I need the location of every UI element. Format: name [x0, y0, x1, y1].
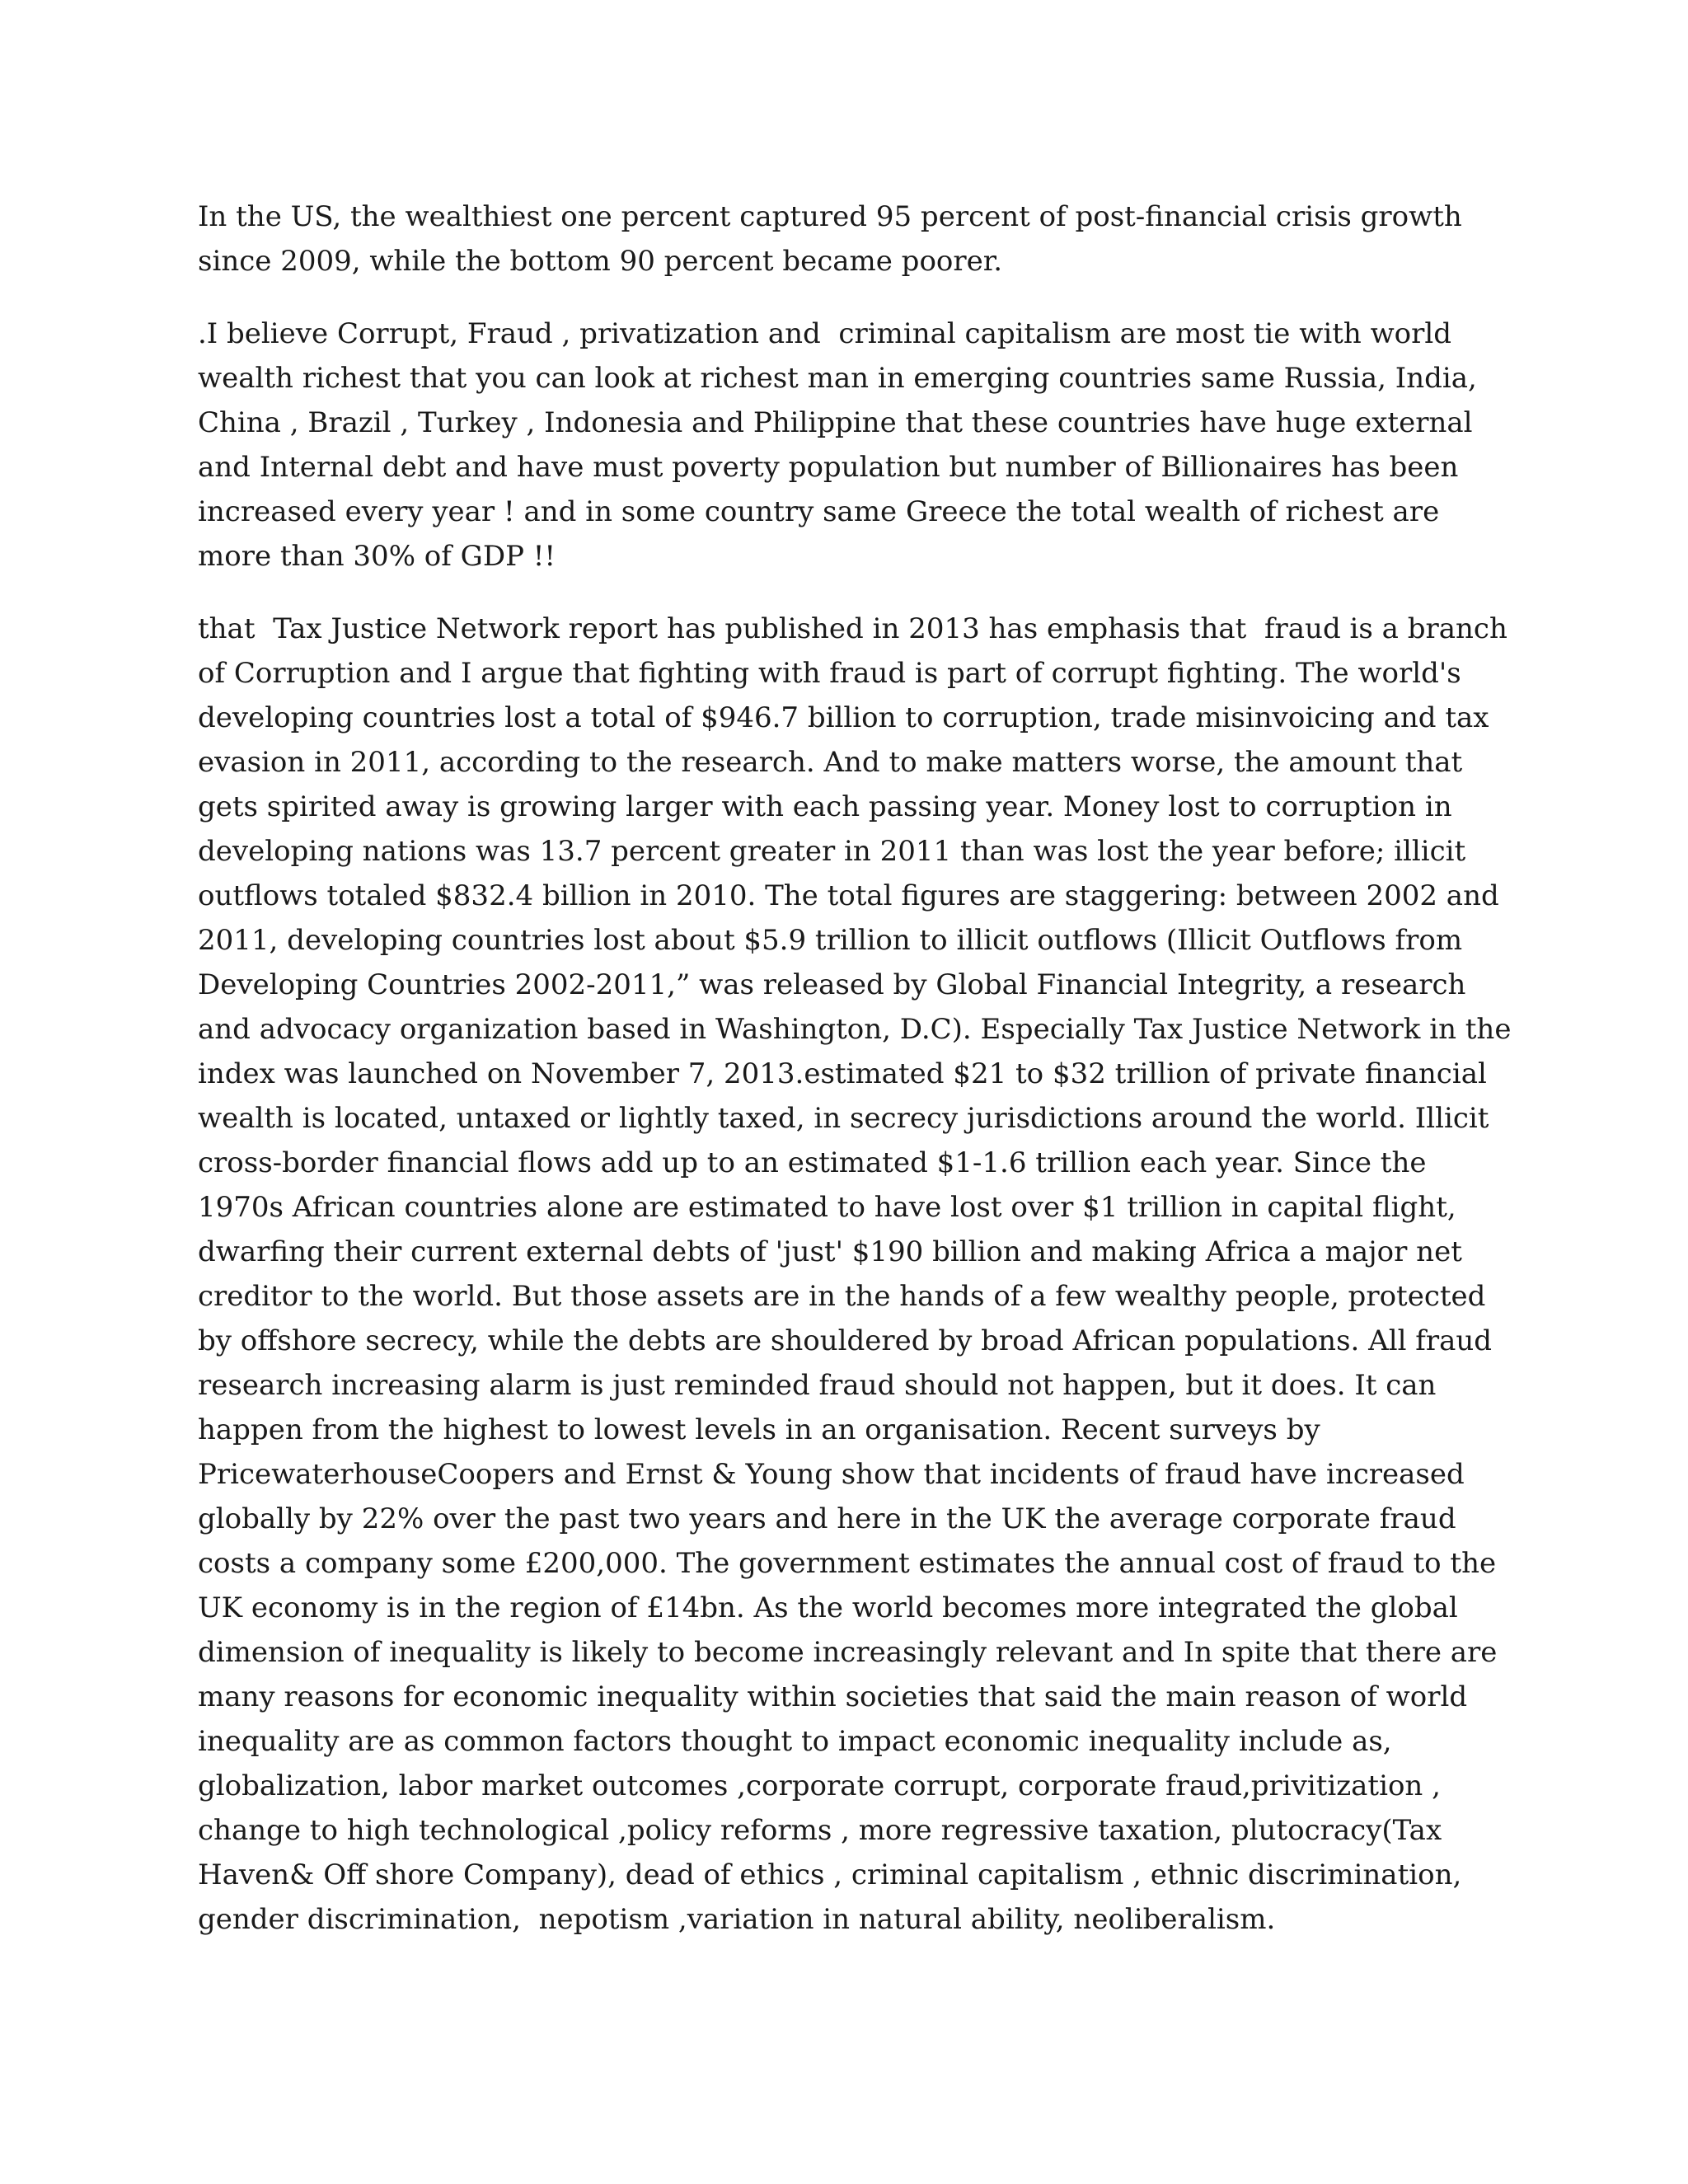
text-line: by offshore secrecy, while the debts are shouldered by broad African populations. All fraud [198, 1324, 1493, 1357]
text-line: evasion in 2011, according to the research. And to make matters worse, the amount that [198, 746, 1463, 779]
text-line: cross-border financial flows add up to an estimated $1-1.6 trillion each year. Since the [198, 1146, 1427, 1179]
text-line: happen from the highest to lowest levels in an organisation. Recent surveys by [198, 1413, 1320, 1446]
text-line: dwarfing their current external debts of 'just' $190 billion and making Africa a major net [198, 1235, 1462, 1268]
text-line: developing countries lost a total of $946.7 billion to corruption, trade misinvoicing and tax [198, 701, 1489, 734]
paragraph [198, 312, 1498, 579]
document-body [198, 194, 1512, 1970]
text-line: since 2009, while the bottom 90 percent became poorer. [198, 245, 1003, 278]
text-line: PricewaterhouseCoopers and Ernst & Young show that incidents of fraud have increased [198, 1458, 1465, 1491]
text-line: .I believe Corrupt, Fraud , privatization and criminal capitalism are most tie with world [198, 317, 1452, 350]
text-line: 1970s African countries alone are estimated to have lost over $1 trillion in capital flight, [198, 1191, 1456, 1224]
text-line: dimension of inequality is likely to become increasingly relevant and In spite that there are [198, 1636, 1498, 1669]
text-line: globalization, labor market outcomes ,corporate corrupt, corporate fraud,privitization , [198, 1769, 1441, 1802]
text-line: outflows totaled $832.4 billion in 2010. The total figures are staggering: between 2002 and [198, 879, 1499, 912]
text-line: research increasing alarm is just reminded fraud should not happen, but it does. It can [198, 1369, 1437, 1402]
text-line: change to high technological ,policy reforms , more regressive taxation, plutocracy(Tax [198, 1814, 1442, 1847]
text-line: increased every year ! and in some country same Greece the total wealth of richest are [198, 495, 1440, 528]
text-line: inequality are as common factors thought to impact economic inequality include as, [198, 1725, 1392, 1758]
text-line: index was launched on November 7, 2013.estimated $21 to $32 trillion of private financial [198, 1057, 1487, 1090]
text-line: of Corruption and I argue that fighting with fraud is part of corrupt fighting. The world's [198, 657, 1461, 690]
text-line: wealth richest that you can look at richest man in emerging countries same Russia, India, [198, 362, 1477, 395]
text-line: Haven& Off shore Company), dead of ethics , criminal capitalism , ethnic discrimination, [198, 1858, 1462, 1891]
text-line: and Internal debt and have must poverty population but number of Billionaires has been [198, 451, 1459, 484]
text-line: gets spirited away is growing larger with each passing year. Money lost to corruption in [198, 790, 1452, 823]
text-line: gender discrimination, nepotism ,variation in natural ability, neoliberalism. [198, 1903, 1276, 1936]
text-line: In the US, the wealthiest one percent captured 95 percent of post-financial crisis growth [198, 200, 1462, 233]
text-line: many reasons for economic inequality within societies that said the main reason of world [198, 1680, 1468, 1713]
text-line: 2011, developing countries lost about $5.9 trillion to illicit outflows (Illicit Outflows from [198, 924, 1463, 957]
paragraph [198, 607, 1512, 1942]
text-line: wealth is located, untaxed or lightly taxed, in secrecy jurisdictions around the world. Illicit [198, 1102, 1489, 1135]
text-line: China , Brazil , Turkey , Indonesia and Philippine that these countries have huge external [198, 406, 1473, 439]
text-line: creditor to the world. But those assets are in the hands of a few wealthy people, protected [198, 1280, 1486, 1313]
text-line: globally by 22% over the past two years and here in the UK the average corporate fraud [198, 1502, 1456, 1535]
text-line: costs a company some £200,000. The government estimates the annual cost of fraud to the [198, 1547, 1497, 1580]
text-line: more than 30% of GDP !! [198, 540, 556, 573]
paragraph [198, 194, 1498, 284]
text-line: and advocacy organization based in Washington, D.C). Especially Tax Justice Network in the [198, 1013, 1512, 1046]
text-line: UK economy is in the region of £14bn. As the world becomes more integrated the global [198, 1591, 1458, 1624]
text-line: developing nations was 13.7 percent greater in 2011 than was lost the year before; illicit [198, 835, 1466, 868]
text-line: Developing Countries 2002-2011,” was released by Global Financial Integrity, a research [198, 968, 1466, 1001]
text-line: that Tax Justice Network report has published in 2013 has emphasis that fraud is a branch [198, 612, 1507, 645]
